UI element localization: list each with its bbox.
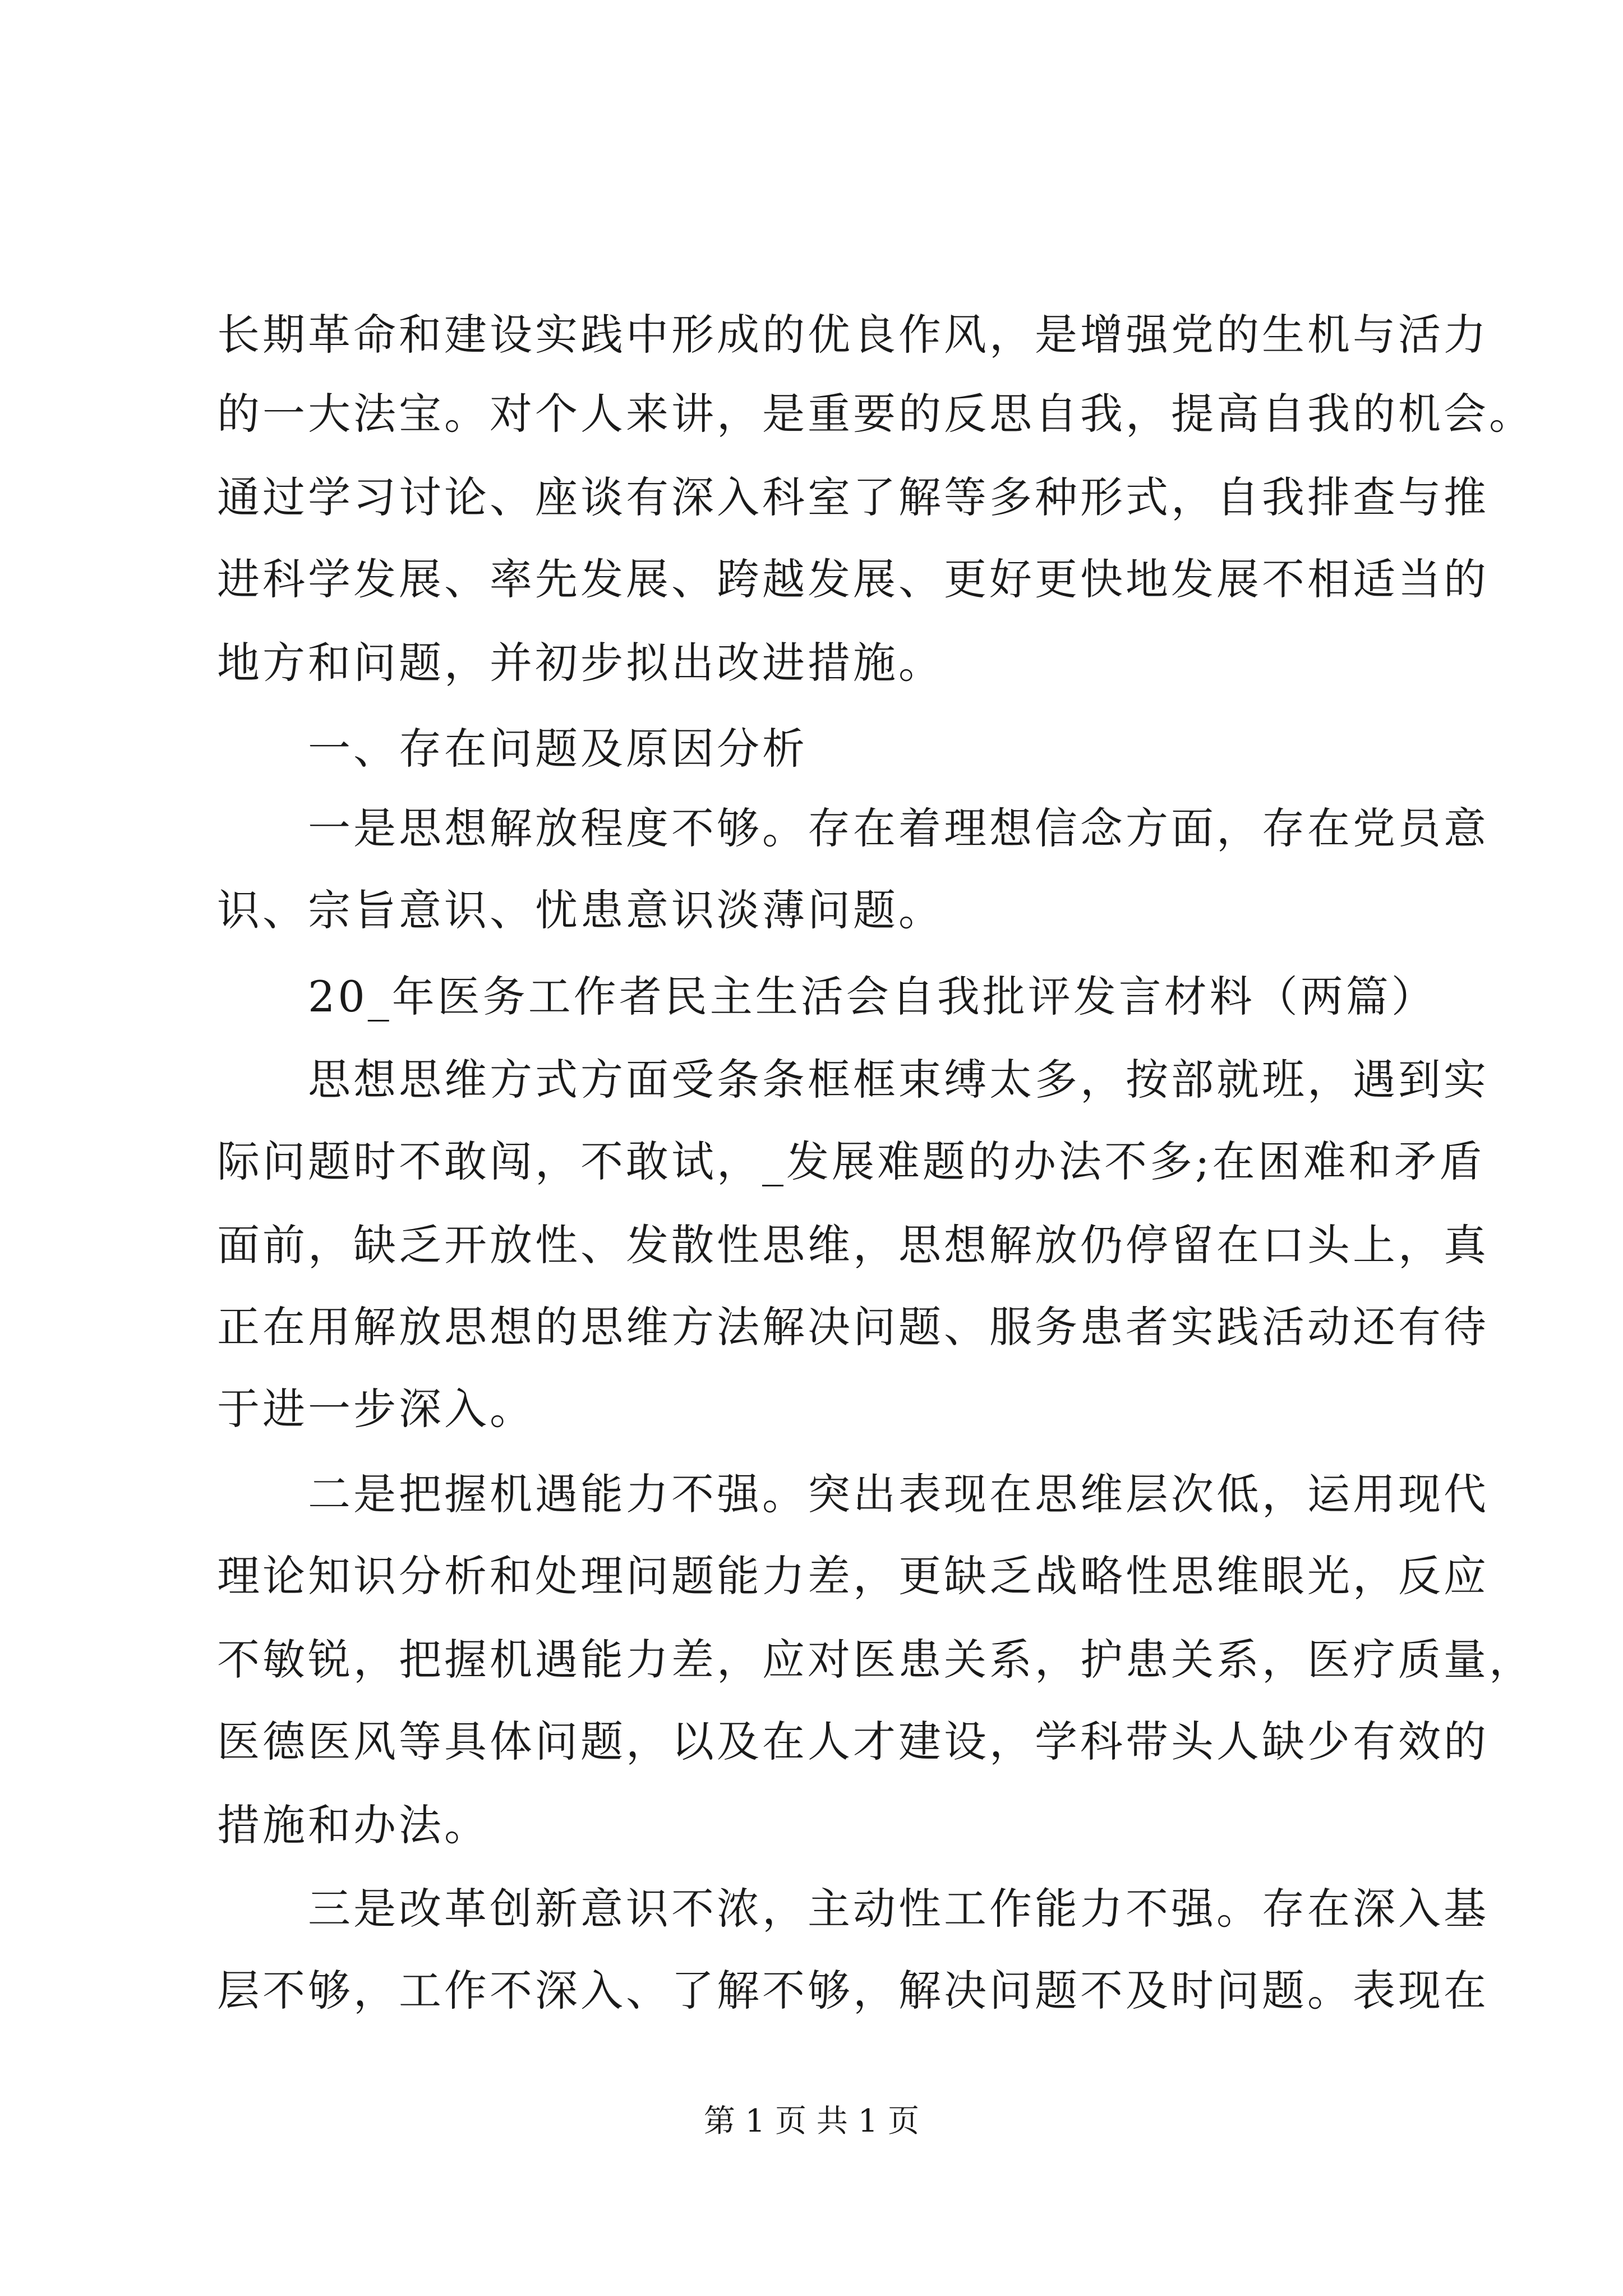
- body-text-line: 医德医风等具体问题，以及在人才建设，学科带头人缺少有效的: [217, 1717, 1489, 1766]
- body-text-line: 地方和问题，并初步拟出改进措施。: [217, 638, 944, 688]
- body-text-line: 二是把握机遇能力不强。突出表现在思维层次低，运用现代: [217, 1469, 1489, 1519]
- section-heading: 一、存在问题及原因分析: [217, 724, 808, 774]
- body-text-line: 于进一步深入。: [217, 1384, 535, 1434]
- body-text-line: 面前，缺乏开放性、发散性思维，思想解放仍停留在口头上，真: [217, 1220, 1489, 1270]
- body-text-line: 理论知识分析和处理问题能力差，更缺乏战略性思维眼光，反应: [217, 1551, 1489, 1601]
- body-text-line: 不敏锐，把握机遇能力差，应对医患关系，护患关系，医疗质量，: [217, 1635, 1534, 1685]
- body-text-line: 措施和办法。: [217, 1800, 490, 1850]
- body-text-line: 正在用解放思想的思维方法解决问题、服务患者实践活动还有待: [217, 1302, 1489, 1352]
- body-text-line: 思想思维方式方面受条条框框束缚太多，按部就班，遇到实: [217, 1055, 1489, 1105]
- page-footer: 第 1 页 共 1 页: [703, 2103, 920, 2139]
- body-text-line: 的一大法宝。对个人来讲，是重要的反思自我，提高自我的机会。: [217, 389, 1534, 439]
- body-text-line: 通过学习讨论、座谈有深入科室了解等多种形式，自我排查与推: [217, 472, 1489, 522]
- body-text-line: 层不够，工作不深入、了解不够，解决问题不及时问题。表现在: [217, 1966, 1489, 2016]
- body-text-line: 三是改革创新意识不浓，主动性工作能力不强。存在深入基: [217, 1884, 1489, 1934]
- body-text-line: 际问题时不敢闯，不敢试，_发展难题的办法不多;在困难和矛盾: [217, 1137, 1485, 1186]
- body-text-line: 识、宗旨意识、忧患意识淡薄问题。: [217, 885, 944, 935]
- body-text-line: 一是思想解放程度不够。存在着理想信念方面，存在党员意: [217, 803, 1489, 853]
- document-title-line: 20_年医务工作者民主生活会自我批评发言材料（两篇）: [217, 972, 1437, 1022]
- body-text-line: 长期革命和建设实践中形成的优良作风，是增强党的生机与活力: [217, 310, 1489, 360]
- body-text-line: 进科学发展、率先发展、跨越发展、更好更快地发展不相适当的: [217, 554, 1489, 604]
